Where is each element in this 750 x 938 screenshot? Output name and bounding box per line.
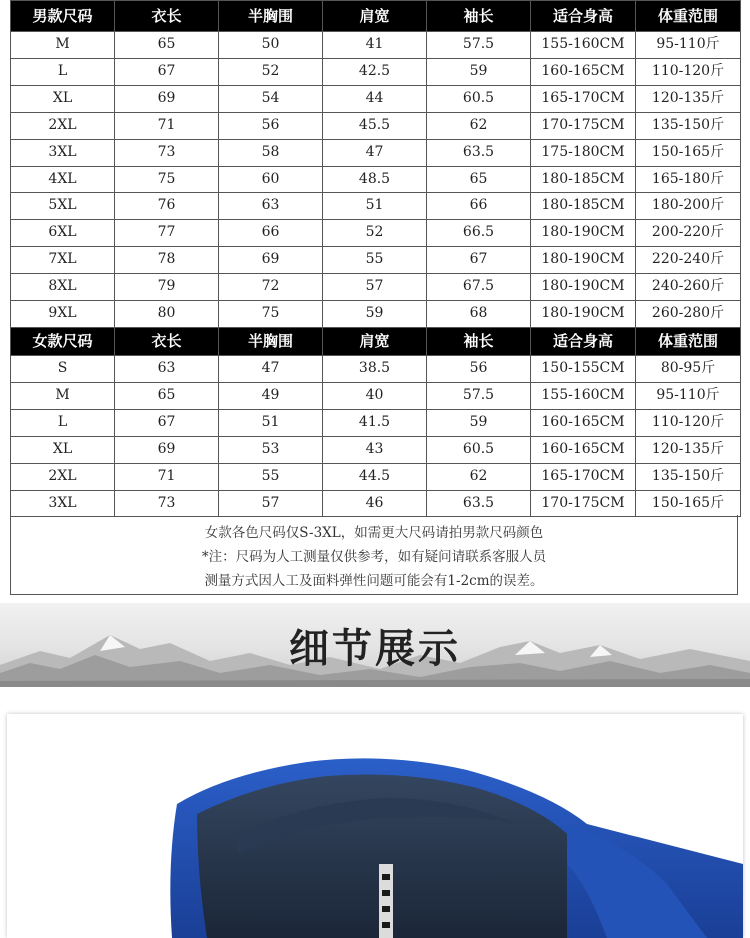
table-cell: 67	[115, 58, 219, 85]
table-cell: 75	[219, 301, 323, 328]
table-cell: 150-165斤	[636, 139, 741, 166]
women-header-cell: 肩宽	[323, 327, 427, 355]
women-header-row	[11, 327, 741, 355]
table-cell: 52	[219, 58, 323, 85]
table-cell: 63	[219, 193, 323, 220]
size-table	[10, 0, 741, 517]
table-cell: 66.5	[427, 220, 531, 247]
table-cell: 67	[427, 247, 531, 274]
table-row	[11, 247, 741, 274]
table-cell: 49	[219, 382, 323, 409]
table-row	[11, 436, 741, 463]
table-row	[11, 355, 741, 382]
size-notes	[10, 515, 738, 595]
size-chart	[10, 0, 740, 517]
table-cell: 180-190CM	[531, 247, 636, 274]
table-cell: 5XL	[11, 193, 115, 220]
table-cell: 77	[115, 220, 219, 247]
table-cell: 150-155CM	[531, 355, 636, 382]
table-cell: 67.5	[427, 274, 531, 301]
table-cell: 68	[427, 301, 531, 328]
table-row	[11, 490, 741, 517]
men-header-cell: 肩宽	[323, 1, 427, 32]
table-cell: 42.5	[323, 58, 427, 85]
table-cell: 60.5	[427, 85, 531, 112]
table-cell: 95-110斤	[636, 32, 741, 59]
table-row	[11, 32, 741, 59]
table-cell: 4XL	[11, 166, 115, 193]
note-women-range: 女款各色尺码仅S-3XL，如需更大尺码请拍男款尺码颜色	[204, 525, 544, 541]
table-row	[11, 274, 741, 301]
table-row	[11, 301, 741, 328]
table-cell: 75	[115, 166, 219, 193]
table-cell: 40	[323, 382, 427, 409]
table-cell: 73	[115, 490, 219, 517]
table-cell: 180-190CM	[531, 274, 636, 301]
table-cell: 57.5	[427, 382, 531, 409]
table-cell: 63	[115, 355, 219, 382]
table-cell: 170-175CM	[531, 490, 636, 517]
table-cell: 120-135斤	[636, 436, 741, 463]
men-header-row	[11, 1, 741, 32]
table-cell: 51	[219, 409, 323, 436]
note-disclaimer: *注：尺码为人工测量仅供参考，如有疑问请联系客服人员	[201, 549, 547, 565]
men-header-cell: 体重范围	[636, 1, 741, 32]
table-row	[11, 193, 741, 220]
table-row	[11, 112, 741, 139]
table-cell: 180-200斤	[636, 193, 741, 220]
table-cell: 59	[427, 409, 531, 436]
table-cell: 6XL	[11, 220, 115, 247]
table-cell: 160-165CM	[531, 436, 636, 463]
table-cell: 60	[219, 166, 323, 193]
table-cell: 56	[427, 355, 531, 382]
table-cell: 60.5	[427, 436, 531, 463]
table-cell: 78	[115, 247, 219, 274]
table-cell: 46	[323, 490, 427, 517]
table-cell: 55	[219, 463, 323, 490]
table-cell: 8XL	[11, 274, 115, 301]
table-cell: 2XL	[11, 463, 115, 490]
table-cell: 66	[427, 193, 531, 220]
table-row	[11, 139, 741, 166]
table-row	[11, 382, 741, 409]
men-header-cell: 衣长	[115, 1, 219, 32]
table-cell: 45.5	[323, 112, 427, 139]
table-cell: S	[11, 355, 115, 382]
men-header-cell: 袖长	[427, 1, 531, 32]
table-cell: 175-180CM	[531, 139, 636, 166]
table-cell: 73	[115, 139, 219, 166]
table-cell: 71	[115, 112, 219, 139]
table-cell: 69	[115, 85, 219, 112]
table-cell: 43	[323, 436, 427, 463]
table-cell: 3XL	[11, 139, 115, 166]
table-cell: 59	[427, 58, 531, 85]
table-cell: 170-175CM	[531, 112, 636, 139]
table-cell: 50	[219, 32, 323, 59]
table-cell: 41.5	[323, 409, 427, 436]
table-cell: 65	[427, 166, 531, 193]
table-cell: 62	[427, 112, 531, 139]
table-cell: 44.5	[323, 463, 427, 490]
table-row	[11, 220, 741, 247]
product-collar-photo	[7, 714, 743, 938]
table-cell: 57	[323, 274, 427, 301]
table-cell: 71	[115, 463, 219, 490]
men-header-cell: 半胸围	[219, 1, 323, 32]
table-cell: 7XL	[11, 247, 115, 274]
table-cell: 72	[219, 274, 323, 301]
table-cell: 44	[323, 85, 427, 112]
table-cell: 95-110斤	[636, 382, 741, 409]
table-cell: 220-240斤	[636, 247, 741, 274]
detail-banner	[0, 603, 750, 687]
table-cell: 160-165CM	[531, 409, 636, 436]
table-cell: 135-150斤	[636, 112, 741, 139]
table-cell: 69	[219, 247, 323, 274]
table-cell: 80-95斤	[636, 355, 741, 382]
women-header-cell: 适合身高	[531, 327, 636, 355]
table-cell: 260-280斤	[636, 301, 741, 328]
table-cell: 180-185CM	[531, 193, 636, 220]
table-cell: 110-120斤	[636, 58, 741, 85]
table-cell: 180-190CM	[531, 220, 636, 247]
table-cell: 150-165斤	[636, 490, 741, 517]
table-cell: 63.5	[427, 490, 531, 517]
table-cell: 120-135斤	[636, 85, 741, 112]
detail-title: 细节展示	[289, 626, 461, 672]
table-cell: XL	[11, 436, 115, 463]
table-cell: L	[11, 58, 115, 85]
table-cell: 66	[219, 220, 323, 247]
table-cell: 47	[219, 355, 323, 382]
table-cell: 110-120斤	[636, 409, 741, 436]
table-cell: 48.5	[323, 166, 427, 193]
women-header-cell: 半胸围	[219, 327, 323, 355]
women-header-cell: 女款尺码	[11, 327, 115, 355]
table-cell: 155-160CM	[531, 382, 636, 409]
women-header-cell: 袖长	[427, 327, 531, 355]
table-cell: 38.5	[323, 355, 427, 382]
table-cell: 80	[115, 301, 219, 328]
table-cell: 55	[323, 247, 427, 274]
table-cell: 165-170CM	[531, 85, 636, 112]
table-cell: 54	[219, 85, 323, 112]
table-row	[11, 85, 741, 112]
table-cell: 62	[427, 463, 531, 490]
fleece-collar-illustration	[7, 714, 743, 938]
table-row	[11, 463, 741, 490]
table-cell: M	[11, 382, 115, 409]
table-cell: 160-165CM	[531, 58, 636, 85]
table-row	[11, 409, 741, 436]
table-cell: 47	[323, 139, 427, 166]
table-cell: 165-170CM	[531, 463, 636, 490]
table-cell: 155-160CM	[531, 32, 636, 59]
table-cell: 240-260斤	[636, 274, 741, 301]
table-cell: 79	[115, 274, 219, 301]
women-header-cell: 体重范围	[636, 327, 741, 355]
table-cell: 180-190CM	[531, 301, 636, 328]
table-cell: L	[11, 409, 115, 436]
men-header-cell: 男款尺码	[11, 1, 115, 32]
table-cell: XL	[11, 85, 115, 112]
table-cell: 56	[219, 112, 323, 139]
note-error-margin: 测量方式因人工及面料弹性问题可能会有1-2cm的误差。	[204, 573, 544, 589]
table-row	[11, 166, 741, 193]
table-cell: 67	[115, 409, 219, 436]
table-cell: 51	[323, 193, 427, 220]
table-cell: 53	[219, 436, 323, 463]
table-cell: 52	[323, 220, 427, 247]
table-cell: 76	[115, 193, 219, 220]
table-cell: M	[11, 32, 115, 59]
table-cell: 3XL	[11, 490, 115, 517]
table-cell: 58	[219, 139, 323, 166]
women-header-cell: 衣长	[115, 327, 219, 355]
men-header-cell: 适合身高	[531, 1, 636, 32]
table-row	[11, 58, 741, 85]
table-cell: 59	[323, 301, 427, 328]
table-cell: 57.5	[427, 32, 531, 59]
table-cell: 65	[115, 32, 219, 59]
table-cell: 135-150斤	[636, 463, 741, 490]
table-cell: 41	[323, 32, 427, 59]
table-cell: 65	[115, 382, 219, 409]
table-cell: 69	[115, 436, 219, 463]
table-cell: 2XL	[11, 112, 115, 139]
table-cell: 165-180斤	[636, 166, 741, 193]
table-cell: 180-185CM	[531, 166, 636, 193]
table-cell: 57	[219, 490, 323, 517]
table-cell: 63.5	[427, 139, 531, 166]
table-cell: 9XL	[11, 301, 115, 328]
table-cell: 200-220斤	[636, 220, 741, 247]
